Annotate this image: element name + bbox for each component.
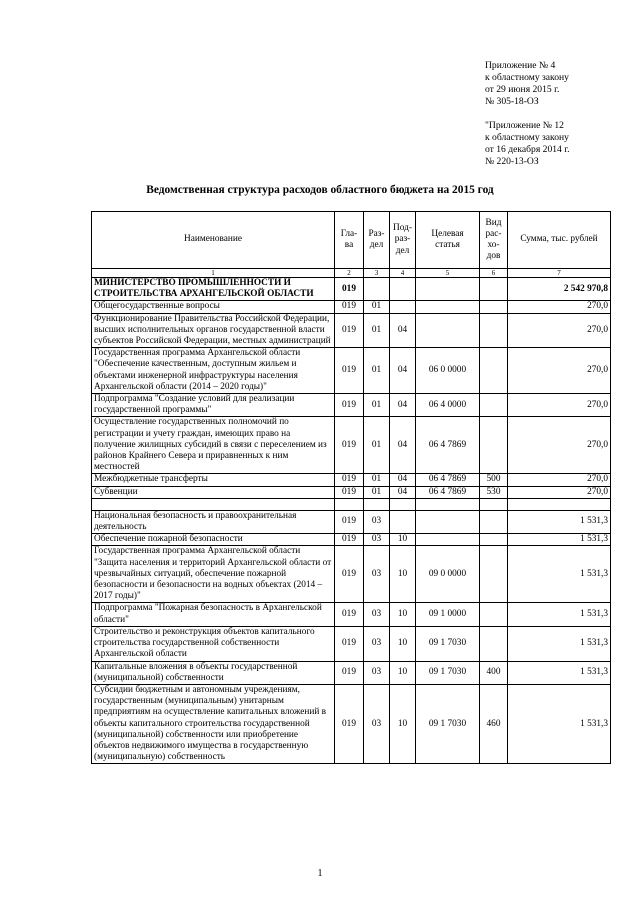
cell-razdel: 03 bbox=[364, 510, 390, 533]
page-title: Ведомственная структура расходов областного бюджета на 2015 год bbox=[146, 184, 494, 196]
header-podrazdel: Под-раз-дел bbox=[390, 212, 416, 269]
annex-reference bbox=[485, 60, 635, 168]
annex-line: № 305-18-ОЗ bbox=[485, 96, 539, 107]
cell-summa: 1 531,3 bbox=[508, 510, 611, 533]
cell-summa: 2 542 970,8 bbox=[508, 278, 611, 301]
cell-glava: 019 bbox=[335, 313, 364, 348]
annex-line: "Приложение № 12 bbox=[485, 120, 564, 131]
cell-statya: 06 4 7869 bbox=[416, 486, 480, 498]
cell-summa: 1 531,3 bbox=[508, 684, 611, 763]
annex-line: от 29 июня 2015 г. bbox=[485, 84, 560, 95]
table-row bbox=[92, 486, 611, 498]
cell-razdel bbox=[364, 498, 390, 510]
cell-razdel: 01 bbox=[364, 486, 390, 498]
cell-statya bbox=[416, 278, 480, 301]
header-razdel: Раз-дел bbox=[364, 212, 390, 269]
cell-podrazdel bbox=[390, 498, 416, 510]
cell-statya bbox=[416, 313, 480, 348]
column-number: 5 bbox=[416, 269, 480, 278]
cell-vid bbox=[480, 498, 508, 510]
column-number: 6 bbox=[480, 269, 508, 278]
table-row bbox=[92, 498, 611, 510]
cell-vid bbox=[480, 546, 508, 603]
header-statya: Целевая статья bbox=[416, 212, 480, 269]
cell-name: Субсидии бюджетным и автономным учреждениям, государственным (муниципальным) унитарным предприятиям на осуществление капитальных вложений в объекты капитального строительства государственной (муниципальной) собственности или приобретение объектов недвижимого имущества в государственную (муниципальную) собственность bbox=[92, 684, 335, 763]
cell-statya: 09 1 7030 bbox=[416, 661, 480, 684]
cell-glava: 019 bbox=[335, 534, 364, 546]
cell-statya: 09 1 0000 bbox=[416, 603, 480, 626]
cell-summa: 1 531,3 bbox=[508, 626, 611, 661]
cell-glava: 019 bbox=[335, 486, 364, 498]
cell-podrazdel: 10 bbox=[390, 661, 416, 684]
annex-line bbox=[485, 108, 635, 120]
table-row bbox=[92, 626, 611, 661]
cell-podrazdel: 10 bbox=[390, 626, 416, 661]
cell-statya: 06 0 0000 bbox=[416, 348, 480, 394]
cell-vid bbox=[480, 534, 508, 546]
cell-razdel: 03 bbox=[364, 626, 390, 661]
cell-podrazdel: 04 bbox=[390, 417, 416, 474]
cell-razdel: 03 bbox=[364, 546, 390, 603]
cell-statya: 09 0 0000 bbox=[416, 546, 480, 603]
cell-vid bbox=[480, 301, 508, 313]
column-number: 7 bbox=[508, 269, 611, 278]
cell-razdel: 03 bbox=[364, 603, 390, 626]
cell-vid bbox=[480, 313, 508, 348]
annex-line: № 220-13-ОЗ bbox=[485, 156, 539, 167]
cell-razdel: 01 bbox=[364, 474, 390, 486]
cell-podrazdel: 10 bbox=[390, 546, 416, 603]
cell-name: Осуществление государственных полномочий по регистрации и учету граждан, имеющих право на получение жилищных субсидий в связи с переселением из районов Крайнего Севера и приравненных к ним местностей bbox=[92, 417, 335, 474]
budget-table bbox=[91, 211, 611, 764]
cell-vid bbox=[480, 417, 508, 474]
cell-glava: 019 bbox=[335, 661, 364, 684]
annex-line: Приложение № 4 bbox=[485, 60, 556, 71]
cell-glava: 019 bbox=[335, 684, 364, 763]
cell-name: Подпрограмма "Создание условий для реализации государственной программы" bbox=[92, 394, 335, 417]
cell-razdel: 01 bbox=[364, 394, 390, 417]
table-row bbox=[92, 474, 611, 486]
cell-vid: 400 bbox=[480, 661, 508, 684]
cell-glava: 019 bbox=[335, 394, 364, 417]
cell-razdel: 01 bbox=[364, 417, 390, 474]
cell-vid bbox=[480, 510, 508, 533]
cell-razdel: 03 bbox=[364, 661, 390, 684]
header-summa: Сумма, тыс. рублей bbox=[508, 212, 611, 269]
cell-podrazdel bbox=[390, 278, 416, 301]
table-row bbox=[92, 661, 611, 684]
cell-name bbox=[92, 498, 335, 510]
cell-glava: 019 bbox=[335, 301, 364, 313]
cell-glava: 019 bbox=[335, 474, 364, 486]
annex-line: к областному закону bbox=[485, 72, 569, 83]
cell-name: Капитальные вложения в объекты государственной (муниципальной) собственности bbox=[92, 661, 335, 684]
cell-name: Функционирование Правительства Российской Федерации, высших исполнительных органов государственной власти субъектов Российской Федерации, местных администраций bbox=[92, 313, 335, 348]
cell-vid bbox=[480, 603, 508, 626]
cell-summa: 270,0 bbox=[508, 474, 611, 486]
cell-vid bbox=[480, 348, 508, 394]
header-glava: Гла-ва bbox=[335, 212, 364, 269]
cell-vid bbox=[480, 626, 508, 661]
cell-podrazdel: 04 bbox=[390, 348, 416, 394]
cell-podrazdel bbox=[390, 301, 416, 313]
table-row bbox=[92, 394, 611, 417]
cell-statya: 06 4 0000 bbox=[416, 394, 480, 417]
table-row bbox=[92, 301, 611, 313]
column-number: 3 bbox=[364, 269, 390, 278]
cell-glava: 019 bbox=[335, 510, 364, 533]
cell-name: Национальная безопасность и правоохранительная деятельность bbox=[92, 510, 335, 533]
cell-glava: 019 bbox=[335, 603, 364, 626]
table-row bbox=[92, 278, 611, 301]
cell-name: Субвенции bbox=[92, 486, 335, 498]
cell-statya: 09 1 7030 bbox=[416, 684, 480, 763]
cell-glava: 019 bbox=[335, 278, 364, 301]
cell-name: МИНИСТЕРСТВО ПРОМЫШЛЕННОСТИ И СТРОИТЕЛЬСТВА АРХАНГЕЛЬСКОЙ ОБЛАСТИ bbox=[92, 278, 335, 301]
cell-vid bbox=[480, 278, 508, 301]
cell-summa: 270,0 bbox=[508, 313, 611, 348]
cell-podrazdel: 04 bbox=[390, 313, 416, 348]
cell-name: Обеспечение пожарной безопасности bbox=[92, 534, 335, 546]
cell-podrazdel: 10 bbox=[390, 534, 416, 546]
cell-name: Подпрограмма "Пожарная безопасность в Архангельской области" bbox=[92, 603, 335, 626]
cell-name: Межбюджетные трансферты bbox=[92, 474, 335, 486]
cell-podrazdel: 04 bbox=[390, 486, 416, 498]
cell-statya bbox=[416, 301, 480, 313]
cell-vid: 500 bbox=[480, 474, 508, 486]
table-row bbox=[92, 684, 611, 763]
column-number: 1 bbox=[92, 269, 335, 278]
cell-summa: 1 531,3 bbox=[508, 661, 611, 684]
cell-statya: 09 1 7030 bbox=[416, 626, 480, 661]
cell-razdel: 01 bbox=[364, 313, 390, 348]
column-number: 4 bbox=[390, 269, 416, 278]
cell-statya bbox=[416, 510, 480, 533]
cell-razdel: 03 bbox=[364, 534, 390, 546]
cell-vid: 530 bbox=[480, 486, 508, 498]
cell-glava: 019 bbox=[335, 417, 364, 474]
column-number: 2 bbox=[335, 269, 364, 278]
table-header-row bbox=[92, 212, 611, 269]
table-row bbox=[92, 534, 611, 546]
table-row bbox=[92, 313, 611, 348]
cell-glava bbox=[335, 498, 364, 510]
cell-glava: 019 bbox=[335, 626, 364, 661]
cell-summa: 1 531,3 bbox=[508, 534, 611, 546]
header-name: Наименование bbox=[92, 212, 335, 269]
cell-razdel: 01 bbox=[364, 348, 390, 394]
cell-podrazdel: 04 bbox=[390, 394, 416, 417]
table-row bbox=[92, 417, 611, 474]
annex-line: от 16 декабря 2014 г. bbox=[485, 144, 570, 155]
cell-statya: 06 4 7869 bbox=[416, 474, 480, 486]
column-number-row bbox=[92, 269, 611, 278]
cell-razdel bbox=[364, 278, 390, 301]
cell-summa: 1 531,3 bbox=[508, 603, 611, 626]
cell-podrazdel: 04 bbox=[390, 474, 416, 486]
cell-summa: 1 531,3 bbox=[508, 546, 611, 603]
cell-razdel: 03 bbox=[364, 684, 390, 763]
cell-podrazdel bbox=[390, 510, 416, 533]
cell-name: Общегосударственные вопросы bbox=[92, 301, 335, 313]
cell-vid: 460 bbox=[480, 684, 508, 763]
cell-summa: 270,0 bbox=[508, 301, 611, 313]
cell-glava: 019 bbox=[335, 348, 364, 394]
cell-summa: 270,0 bbox=[508, 394, 611, 417]
page-number: 1 bbox=[317, 868, 323, 879]
table-row bbox=[92, 546, 611, 603]
cell-summa: 270,0 bbox=[508, 348, 611, 394]
cell-podrazdel: 10 bbox=[390, 684, 416, 763]
cell-statya bbox=[416, 498, 480, 510]
cell-statya bbox=[416, 534, 480, 546]
cell-summa: 270,0 bbox=[508, 417, 611, 474]
table-row bbox=[92, 510, 611, 533]
cell-podrazdel: 10 bbox=[390, 603, 416, 626]
cell-summa: 270,0 bbox=[508, 486, 611, 498]
annex-line: к областному закону bbox=[485, 132, 569, 143]
cell-summa bbox=[508, 498, 611, 510]
cell-name: Государственная программа Архангельской области "Защита населения и территорий Архангельской области от чрезвычайных ситуаций, обеспечение пожарной безопасности и безопасности на водных объектах (2014 – 2017 годы)" bbox=[92, 546, 335, 603]
cell-statya: 06 4 7869 bbox=[416, 417, 480, 474]
table-row bbox=[92, 603, 611, 626]
cell-vid bbox=[480, 394, 508, 417]
cell-name: Государственная программа Архангельской области "Обеспечение качественным, доступным жильем и объектами инженерной инфраструктуры населения Архангельской области (2014 – 2020 годы)" bbox=[92, 348, 335, 394]
cell-razdel: 01 bbox=[364, 301, 390, 313]
cell-glava: 019 bbox=[335, 546, 364, 603]
table-row bbox=[92, 348, 611, 394]
header-vid: Вид рас-хо-дов bbox=[480, 212, 508, 269]
cell-name: Строительство и реконструкция объектов капитального строительства государственной собственности Архангельской области bbox=[92, 626, 335, 661]
